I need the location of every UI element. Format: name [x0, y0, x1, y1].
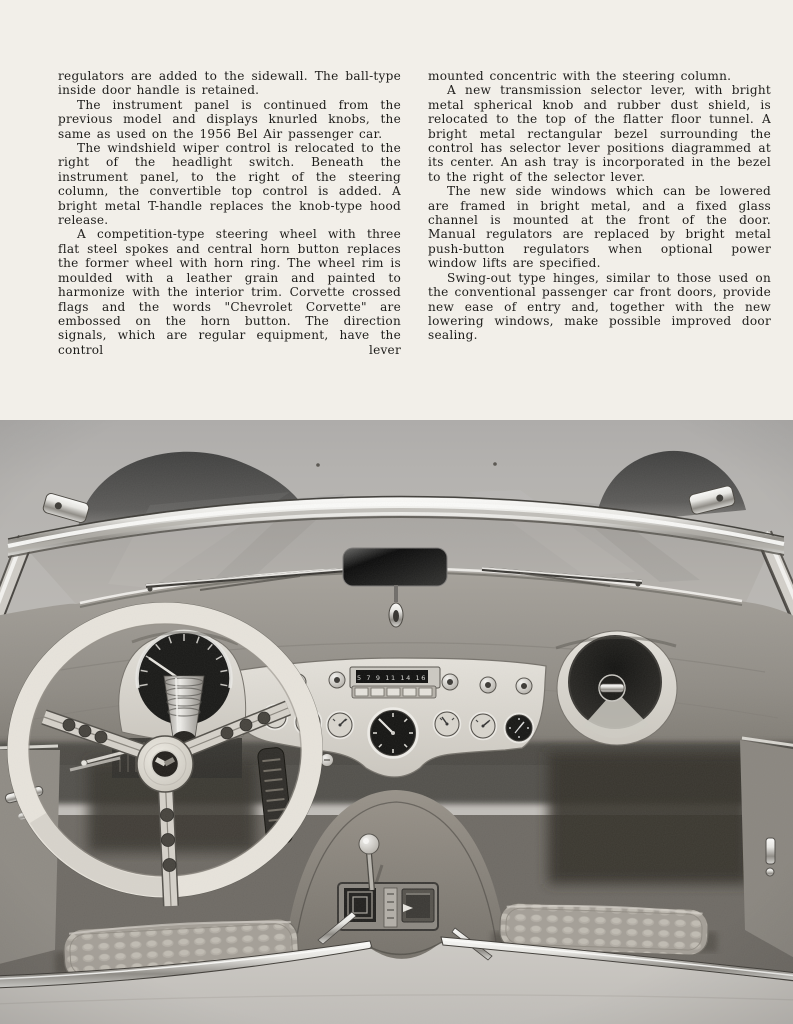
- paragraph: Swing-out type hinges, similar to those used on the conventional passenger car front doors, provide new ease of entry and, together with the new lowering windows, make possible improved door sealing.: [428, 270, 771, 343]
- film-grain: [0, 420, 793, 1024]
- paragraph: The new side windows which can be lowered are framed in bright metal, and a fixed glass channel is mounted at the front of the door. Manual regulators are replaced by bright metal push-button regulators when optional power window lifts are specified.: [428, 184, 771, 271]
- paragraph: A new transmission selector lever, with bright metal spherical knob and rubber dust shield, is relocated to the top of the flatter floor tunnel. A bright metal rectangular bezel surrounding the control has selector lever positions diagrammed at its center. An ash tray is incorporated in the bezel to the right of the selector lever.: [428, 83, 771, 184]
- right-column: [428, 69, 771, 357]
- article-text: [58, 69, 772, 357]
- paragraph: regulators are added to the sidewall. The ball-type inside door handle is retained.: [58, 69, 401, 98]
- paragraph: mounted concentric with the steering column.: [428, 69, 732, 83]
- interior-photo: [0, 420, 793, 1024]
- paragraph: The instrument panel is continued from the previous model and displays knurled knobs, the same as used on the 1956 Bel Air passenger car.: [58, 97, 401, 141]
- left-column: [58, 69, 401, 357]
- paragraph: The windshield wiper control is relocated to the right of the headlight switch. Beneath the instrument panel, to the right of the steering column, the convertible top control is added. A bright metal T-handle replaces the knob-type hood release.: [58, 141, 401, 228]
- paragraph: A competition-type steering wheel with three flat steel spokes and central horn button replaces the former wheel with horn ring. The wheel rim is moulded with a leather grain and painted to harmonize with the interior trim. Corvette crossed flags and the words "Chevrolet Corvette" are embossed on the horn button. The direction signals, which are regular equipment, have the control lever: [58, 227, 401, 357]
